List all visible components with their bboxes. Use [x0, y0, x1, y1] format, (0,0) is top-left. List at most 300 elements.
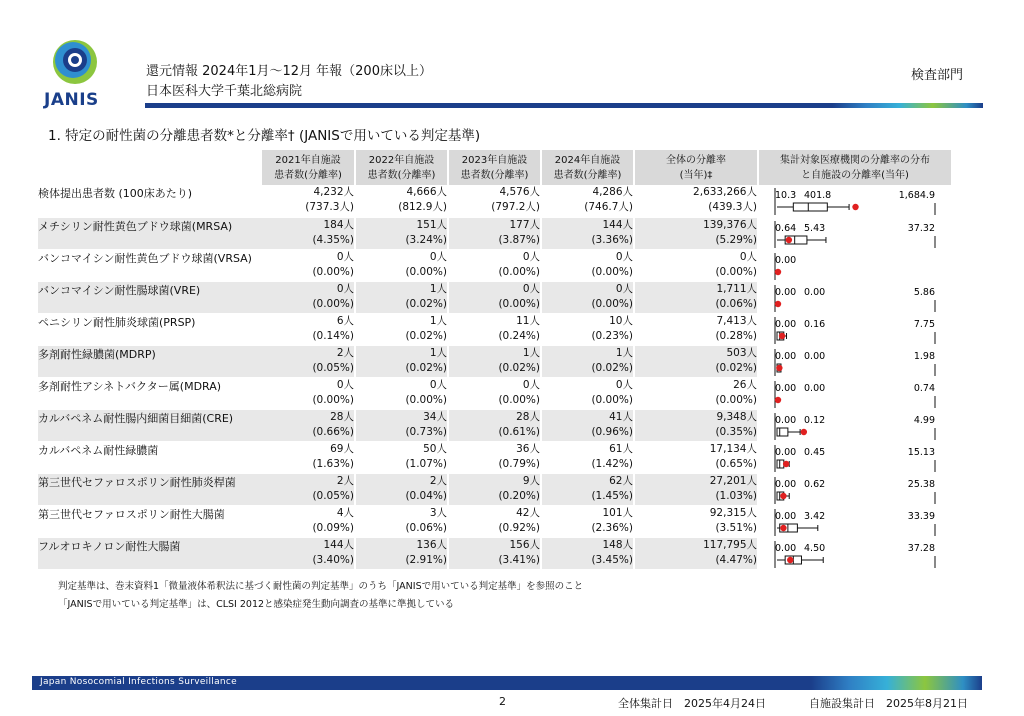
table-header-row: [38, 150, 952, 185]
patient-count: 156人: [509, 538, 540, 551]
own-facility-marker: [801, 428, 807, 434]
value-cell: [634, 281, 758, 313]
isolation-rate: (0.00%): [591, 297, 633, 310]
isolation-rate: (0.14%): [312, 329, 354, 342]
row-label: バンコマイシン耐性腸球菌(VRE): [38, 281, 262, 313]
patient-count: 0人: [615, 282, 633, 295]
value-cell: [355, 441, 448, 473]
patient-count: 26人: [733, 378, 757, 391]
value-cell: [355, 537, 448, 569]
isolation-rate: (0.28%): [715, 329, 757, 342]
patient-count: 28人: [330, 410, 354, 423]
row-label: メチシリン耐性黄色ブドウ球菌(MRSA): [38, 217, 262, 249]
value-cell: [262, 249, 355, 281]
isolation-rate: (0.02%): [405, 361, 447, 374]
row-label: 第三世代セファロスポリン耐性大腸菌: [38, 505, 262, 537]
patient-count: 151人: [416, 218, 447, 231]
value-cell: [541, 409, 634, 441]
isolation-rate: (737.3人): [305, 201, 354, 213]
isolation-rate: (0.06%): [405, 521, 447, 534]
isolation-rate: (0.00%): [312, 393, 354, 406]
boxplot: [759, 442, 953, 474]
isolation-rate: (0.02%): [591, 361, 633, 374]
isolation-rate: (3.87%): [498, 233, 540, 246]
patient-count: 1人: [429, 314, 447, 327]
patient-count: 2人: [336, 474, 354, 487]
value-cell: [448, 505, 541, 537]
header-divider: [145, 103, 983, 108]
section-title: 1. 特定の耐性菌の分離患者数*と分離率† (JANISで用いている判定基準): [48, 128, 481, 144]
table-row: [38, 473, 952, 505]
bp-median-label: 5.43: [804, 222, 826, 234]
patient-count: 0人: [615, 378, 633, 391]
isolation-rate: (0.00%): [312, 265, 354, 278]
col-header-2024: 2024年自施設 患者数(分離率): [541, 150, 634, 185]
col-header-2022: 2022年自施設 患者数(分離率): [355, 150, 448, 185]
table-row: [38, 377, 952, 409]
value-cell: [541, 249, 634, 281]
value-cell: [448, 185, 541, 217]
bp-max-label: 37.28: [907, 542, 935, 554]
janis-logo-mark-icon: [48, 36, 102, 90]
patient-count: 3人: [429, 506, 447, 519]
patient-count: 0人: [336, 378, 354, 391]
bp-median-label: 0.12: [804, 414, 826, 426]
value-cell: [634, 473, 758, 505]
distribution-boxplot-cell: [758, 409, 952, 441]
bp-min-label: 10.3: [775, 190, 797, 201]
patient-count: 0人: [336, 250, 354, 263]
value-cell: [634, 409, 758, 441]
col-header-distribution: 集計対象医療機関の分離率の分布 と自施設の分離率(当年): [758, 150, 952, 185]
patient-count: 1人: [429, 282, 447, 295]
row-label: フルオロキノロン耐性大腸菌: [38, 537, 262, 569]
distribution-boxplot-cell: [758, 345, 952, 377]
isolation-rate: (0.04%): [405, 489, 447, 502]
isolation-rate: (0.00%): [312, 297, 354, 310]
isolation-rate: (0.00%): [498, 393, 540, 406]
table-row: [38, 249, 952, 281]
value-cell: [355, 409, 448, 441]
value-cell: [541, 345, 634, 377]
table-row: [38, 537, 952, 569]
value-cell: [262, 313, 355, 345]
table-row: [38, 185, 952, 217]
isolation-rate: (0.02%): [405, 297, 447, 310]
boxplot: [759, 282, 953, 314]
row-label: 第三世代セファロスポリン耐性肺炎桿菌: [38, 473, 262, 505]
bp-min-label: 0.00: [775, 382, 797, 394]
report-title: 還元情報 2024年1月～12月 年報（200床以上）: [146, 64, 432, 79]
boxplot: [759, 250, 953, 282]
value-cell: [355, 377, 448, 409]
patient-count: 4,232人: [313, 186, 354, 198]
own-facility-marker: [787, 556, 793, 562]
value-cell: [541, 281, 634, 313]
value-cell: [634, 217, 758, 249]
value-cell: [355, 345, 448, 377]
distribution-boxplot-cell: [758, 473, 952, 505]
value-cell: [541, 185, 634, 217]
col-header-overall: 全体の分離率 (当年)‡: [634, 150, 758, 185]
distribution-boxplot-cell: [758, 377, 952, 409]
patient-count: 28人: [516, 410, 540, 423]
isolation-rate: (4.35%): [312, 233, 354, 246]
own-facility-marker: [779, 332, 785, 338]
isolation-rate: (0.00%): [405, 265, 447, 278]
row-label: カルバペネム耐性緑膿菌: [38, 441, 262, 473]
value-cell: [355, 473, 448, 505]
bp-max-label: 37.32: [907, 222, 935, 234]
own-facility-marker: [775, 300, 781, 306]
distribution-boxplot-cell: [758, 313, 952, 345]
isolation-rate: (0.61%): [498, 425, 540, 438]
value-cell: [634, 441, 758, 473]
patient-count: 0人: [429, 250, 447, 263]
bp-median-label: 0.16: [804, 318, 826, 330]
bp-median-label: 0.62: [804, 478, 826, 490]
logo-text: JANIS: [44, 90, 99, 110]
patient-count: 503人: [726, 346, 757, 359]
own-facility-marker: [775, 268, 781, 274]
bp-min-label: 0.00: [775, 478, 797, 490]
bp-max-label: 4.99: [913, 414, 935, 426]
value-cell: [541, 473, 634, 505]
value-cell: [541, 377, 634, 409]
patient-count: 117,795人: [703, 538, 757, 551]
patient-count: 7,413人: [716, 314, 757, 327]
bp-median-label: 401.8: [804, 190, 832, 201]
value-cell: [355, 281, 448, 313]
bp-min-label: 0.00: [775, 542, 797, 554]
isolation-rate: (0.66%): [312, 425, 354, 438]
isolation-rate: (3.36%): [591, 233, 633, 246]
isolation-rate: (0.00%): [405, 393, 447, 406]
patient-count: 41人: [609, 410, 633, 423]
isolation-rate: (0.05%): [312, 489, 354, 502]
boxplot: [759, 314, 953, 346]
patient-count: 139,376人: [703, 218, 757, 231]
bp-min-label: 0.00: [775, 350, 797, 362]
isolation-rate: (812.9人): [398, 201, 447, 213]
value-cell: [541, 505, 634, 537]
boxplot: [759, 506, 953, 538]
value-cell: [262, 473, 355, 505]
isolation-rate: (1.63%): [312, 457, 354, 470]
isolation-rate: (0.05%): [312, 361, 354, 374]
patient-count: 4,666人: [406, 186, 447, 198]
table-row: [38, 441, 952, 473]
bp-median-label: 0.00: [804, 382, 826, 394]
isolation-rate: (0.96%): [591, 425, 633, 438]
value-cell: [262, 377, 355, 409]
patient-count: 1,711人: [716, 282, 757, 295]
value-cell: [634, 505, 758, 537]
bp-min-label: 0.64: [775, 222, 797, 234]
value-cell: [355, 313, 448, 345]
isolation-rate: (4.47%): [715, 553, 757, 566]
value-cell: [448, 217, 541, 249]
isolation-rate: (0.92%): [498, 521, 540, 534]
patient-count: 0人: [522, 282, 540, 295]
patient-count: 0人: [336, 282, 354, 295]
row-label: 検体提出患者数 (100床あたり): [38, 185, 262, 217]
footnote-clsi: 「JANISで用いている判定基準」は、CLSI 2012と感染症発生動向調査の基準に準拠している: [58, 599, 455, 610]
value-cell: [448, 441, 541, 473]
isolation-rate: (1.42%): [591, 457, 633, 470]
hospital-name: 日本医科大学千葉北総病院: [146, 84, 303, 99]
own-facility-marker: [786, 236, 792, 242]
value-cell: [448, 473, 541, 505]
bp-median-label: 0.00: [804, 286, 826, 298]
department-name: 検査部門: [911, 68, 964, 83]
own-aggregation-date: 自施設集計日 2025年8月21日: [809, 697, 968, 710]
isolation-rate: (0.02%): [498, 361, 540, 374]
isolation-rate: (3.45%): [591, 553, 633, 566]
distribution-boxplot-cell: [758, 441, 952, 473]
bp-median-label: 0.45: [804, 446, 826, 458]
bp-min-label: 0.00: [775, 286, 797, 298]
own-facility-marker: [783, 460, 789, 466]
bp-min-label: 0.00: [775, 510, 797, 522]
bp-max-label: 7.75: [913, 318, 935, 330]
patient-count: 2人: [429, 474, 447, 487]
value-cell: [634, 345, 758, 377]
distribution-boxplot-cell: [758, 217, 952, 249]
patient-count: 101人: [602, 506, 633, 519]
isolation-rate: (0.35%): [715, 425, 757, 438]
patient-count: 6人: [336, 314, 354, 327]
value-cell: [448, 377, 541, 409]
isolation-rate: (0.79%): [498, 457, 540, 470]
patient-count: 144人: [602, 218, 633, 231]
patient-count: 9,348人: [716, 410, 757, 423]
isolation-rate: (3.40%): [312, 553, 354, 566]
isolation-rate: (0.23%): [591, 329, 633, 342]
value-cell: [262, 537, 355, 569]
patient-count: 92,315人: [709, 506, 757, 519]
bp-max-label: 25.38: [907, 478, 935, 490]
isolation-rate: (0.00%): [591, 265, 633, 278]
row-label: カルバペネム耐性腸内細菌目細菌(CRE): [38, 409, 262, 441]
patient-count: 144人: [323, 538, 354, 551]
bp-min-label: 0.00: [775, 318, 797, 330]
value-cell: [634, 377, 758, 409]
value-cell: [634, 313, 758, 345]
distribution-boxplot-cell: [758, 249, 952, 281]
patient-count: 10人: [609, 314, 633, 327]
value-cell: [448, 281, 541, 313]
patient-count: 9人: [522, 474, 540, 487]
distribution-boxplot-cell: [758, 281, 952, 313]
isolation-rate: (0.00%): [498, 265, 540, 278]
bp-median-label: 0.00: [804, 350, 826, 362]
bp-max-label: 1.98: [913, 350, 935, 362]
col-header-2021: 2021年自施設 患者数(分離率): [262, 150, 355, 185]
isolation-rate: (0.20%): [498, 489, 540, 502]
table-row: [38, 217, 952, 249]
bp-min-label: 0.00: [775, 254, 797, 266]
value-cell: [541, 441, 634, 473]
patient-count: 2,633,266人: [693, 186, 757, 198]
value-cell: [355, 249, 448, 281]
boxplot: [759, 185, 953, 217]
own-facility-marker: [775, 396, 781, 402]
value-cell: [448, 249, 541, 281]
patient-count: 0人: [429, 378, 447, 391]
bp-max-label: 15.13: [907, 446, 935, 458]
boxplot: [759, 378, 953, 410]
patient-count: 0人: [615, 250, 633, 263]
patient-count: 4人: [336, 506, 354, 519]
patient-count: 27,201人: [709, 474, 757, 487]
own-facility-marker: [780, 524, 786, 530]
isolation-rate: (0.00%): [591, 393, 633, 406]
isolation-rate: (439.3人): [708, 201, 757, 213]
value-cell: [634, 185, 758, 217]
bp-max-label: 33.39: [907, 510, 935, 522]
isolation-rate: (3.51%): [715, 521, 757, 534]
isolation-rate: (3.24%): [405, 233, 447, 246]
bp-min-label: 0.00: [775, 414, 797, 426]
value-cell: [448, 345, 541, 377]
patient-count: 69人: [330, 442, 354, 455]
bp-max-label: 0.74: [913, 382, 935, 394]
value-cell: [634, 537, 758, 569]
footnote-criteria: 判定基準は、巻末資料1「微量液体希釈法に基づく耐性菌の判定基準」のうち「JANISで用いている判定基準」を参照のこと: [58, 581, 584, 592]
patient-count: 61人: [609, 442, 633, 455]
own-facility-marker: [776, 364, 782, 370]
isolation-rate: (5.29%): [715, 233, 757, 246]
isolation-rate: (0.65%): [715, 457, 757, 470]
isolation-rate: (1.03%): [715, 489, 757, 502]
patient-count: 2人: [336, 346, 354, 359]
resistant-bacteria-table: [38, 150, 953, 570]
value-cell: [262, 345, 355, 377]
isolation-rate: (0.06%): [715, 297, 757, 310]
iqr-box: [777, 428, 788, 436]
table-row: [38, 345, 952, 377]
table-row: [38, 281, 952, 313]
value-cell: [262, 409, 355, 441]
patient-count: 62人: [609, 474, 633, 487]
isolation-rate: (0.00%): [715, 265, 757, 278]
value-cell: [541, 217, 634, 249]
isolation-rate: (1.07%): [405, 457, 447, 470]
value-cell: [448, 409, 541, 441]
patient-count: 1人: [429, 346, 447, 359]
isolation-rate: (3.41%): [498, 553, 540, 566]
own-facility-marker: [852, 204, 858, 210]
own-facility-marker: [780, 492, 786, 498]
isolation-rate: (0.00%): [715, 393, 757, 406]
isolation-rate: (0.00%): [498, 297, 540, 310]
col-header-2023: 2023年自施設 患者数(分離率): [448, 150, 541, 185]
isolation-rate: (0.09%): [312, 521, 354, 534]
page-number: 2: [499, 695, 506, 708]
patient-count: 136人: [416, 538, 447, 551]
table-row: [38, 313, 952, 345]
iqr-box: [777, 460, 784, 468]
patient-count: 0人: [739, 250, 757, 263]
bp-max-label: 5.86: [913, 286, 935, 298]
row-label: 多剤耐性アシネトバクター属(MDRA): [38, 377, 262, 409]
value-cell: [262, 505, 355, 537]
row-label: 多剤耐性緑膿菌(MDRP): [38, 345, 262, 377]
value-cell: [355, 217, 448, 249]
boxplot: [759, 474, 953, 506]
value-cell: [448, 537, 541, 569]
value-cell: [262, 217, 355, 249]
patient-count: 42人: [516, 506, 540, 519]
janis-logo: [40, 36, 110, 112]
bp-median-label: 3.42: [804, 510, 826, 522]
value-cell: [262, 185, 355, 217]
boxplot: [759, 410, 953, 442]
isolation-rate: (1.45%): [591, 489, 633, 502]
value-cell: [355, 185, 448, 217]
value-cell: [634, 249, 758, 281]
table-row: [38, 505, 952, 537]
patient-count: 0人: [522, 378, 540, 391]
boxplot: [759, 346, 953, 378]
footer-band-text: Japan Nosocomial Infections Surveillance: [40, 677, 237, 687]
bp-median-label: 4.50: [804, 542, 826, 554]
isolation-rate: (0.02%): [405, 329, 447, 342]
isolation-rate: (2.36%): [591, 521, 633, 534]
patient-count: 34人: [423, 410, 447, 423]
patient-count: 1人: [615, 346, 633, 359]
patient-count: 177人: [509, 218, 540, 231]
patient-count: 4,286人: [592, 186, 633, 198]
isolation-rate: (797.2人): [491, 201, 540, 213]
iqr-box: [793, 203, 827, 211]
isolation-rate: (2.91%): [405, 553, 447, 566]
isolation-rate: (746.7人): [584, 201, 633, 213]
value-cell: [541, 313, 634, 345]
value-cell: [262, 281, 355, 313]
bp-max-label: 1,684.9: [898, 190, 935, 201]
boxplot: [759, 218, 953, 250]
patient-count: 0人: [522, 250, 540, 263]
distribution-boxplot-cell: [758, 505, 952, 537]
patient-count: 50人: [423, 442, 447, 455]
isolation-rate: (0.73%): [405, 425, 447, 438]
row-label: バンコマイシン耐性黄色ブドウ球菌(VRSA): [38, 249, 262, 281]
boxplot: [759, 538, 953, 570]
header-blank: [38, 150, 262, 185]
value-cell: [541, 537, 634, 569]
table-row: [38, 409, 952, 441]
patient-count: 36人: [516, 442, 540, 455]
patient-count: 1人: [522, 346, 540, 359]
patient-count: 148人: [602, 538, 633, 551]
overall-aggregation-date: 全体集計日 2025年4月24日: [618, 697, 766, 710]
isolation-rate: (0.02%): [715, 361, 757, 374]
patient-count: 4,576人: [499, 186, 540, 198]
isolation-rate: (0.24%): [498, 329, 540, 342]
distribution-boxplot-cell: [758, 185, 952, 217]
value-cell: [448, 313, 541, 345]
value-cell: [355, 505, 448, 537]
patient-count: 184人: [323, 218, 354, 231]
patient-count: 11人: [516, 314, 540, 327]
table-body: [38, 185, 952, 569]
value-cell: [262, 441, 355, 473]
patient-count: 17,134人: [709, 442, 757, 455]
bp-min-label: 0.00: [775, 446, 797, 458]
row-label: ペニシリン耐性肺炎球菌(PRSP): [38, 313, 262, 345]
